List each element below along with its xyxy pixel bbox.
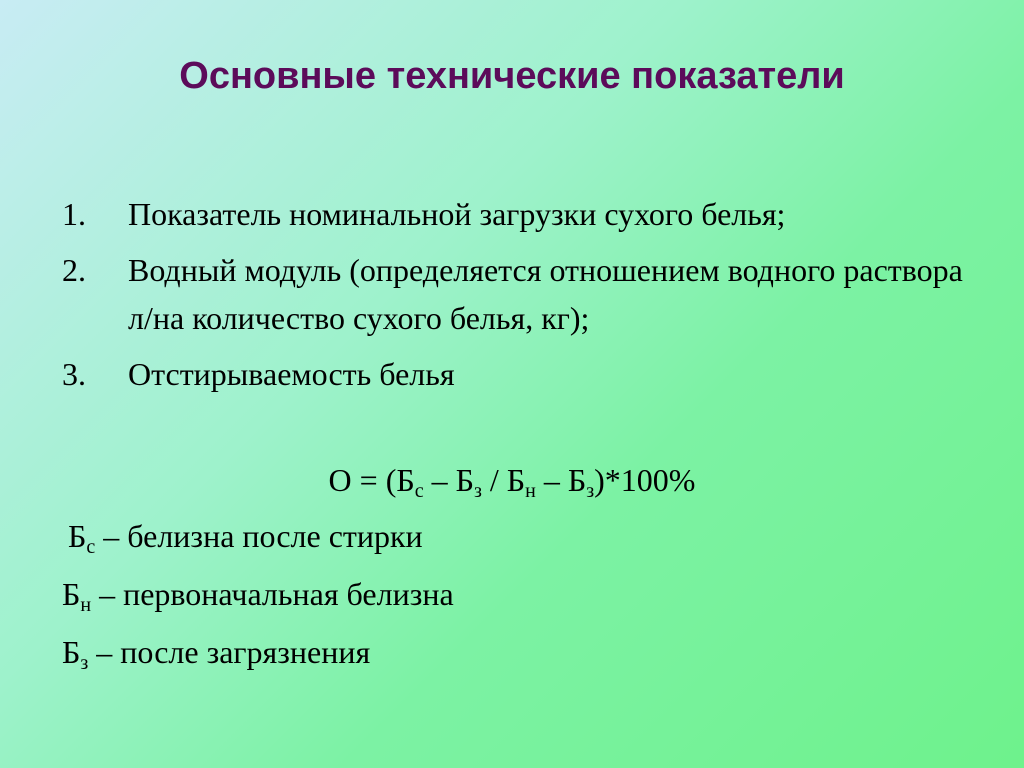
list-item xyxy=(62,190,982,238)
list-item-number: 1. xyxy=(62,196,86,232)
list-item-text: Показатель номинальной загрузки сухого белья; xyxy=(128,196,786,232)
formula-subscript: с xyxy=(414,480,424,502)
definition-text: – первоначальная белизна xyxy=(91,576,454,612)
definition-bs xyxy=(68,512,423,560)
definition-symbol: Б xyxy=(68,518,87,554)
definition-bn xyxy=(62,570,454,618)
definition-symbol: Б xyxy=(62,634,81,670)
whiteness-formula xyxy=(0,456,1024,504)
definition-text: – после загрязнения xyxy=(88,634,371,670)
list-item xyxy=(62,350,982,398)
definition-subscript: з xyxy=(80,652,89,674)
list-item xyxy=(62,246,982,342)
formula-subscript: з xyxy=(473,480,482,502)
definition-text: – белизна после стирки xyxy=(95,518,423,554)
definition-bz xyxy=(62,628,370,676)
indicator-list xyxy=(62,190,982,406)
list-item-number: 2. xyxy=(62,252,86,288)
definition-symbol: Б xyxy=(62,576,81,612)
formula-part: – Б xyxy=(423,462,474,498)
slide-title: Основные технические показатели xyxy=(179,55,845,97)
formula-part: – Б xyxy=(535,462,587,498)
formula-part: О = (Б xyxy=(328,462,415,498)
list-item-text: Отстирываемость белья xyxy=(128,356,455,392)
formula-part: / Б xyxy=(481,462,526,498)
definition-subscript: н xyxy=(80,594,92,616)
definition-subscript: с xyxy=(86,536,96,558)
list-item-number: 3. xyxy=(62,356,86,392)
formula-part: )*100% xyxy=(594,462,696,498)
list-item-text: Водный модуль (определяется отношением водного раствора л/на количество сухого белья, кг); xyxy=(128,252,963,336)
formula-subscript: н xyxy=(525,480,536,502)
formula-subscript: з xyxy=(586,480,595,502)
